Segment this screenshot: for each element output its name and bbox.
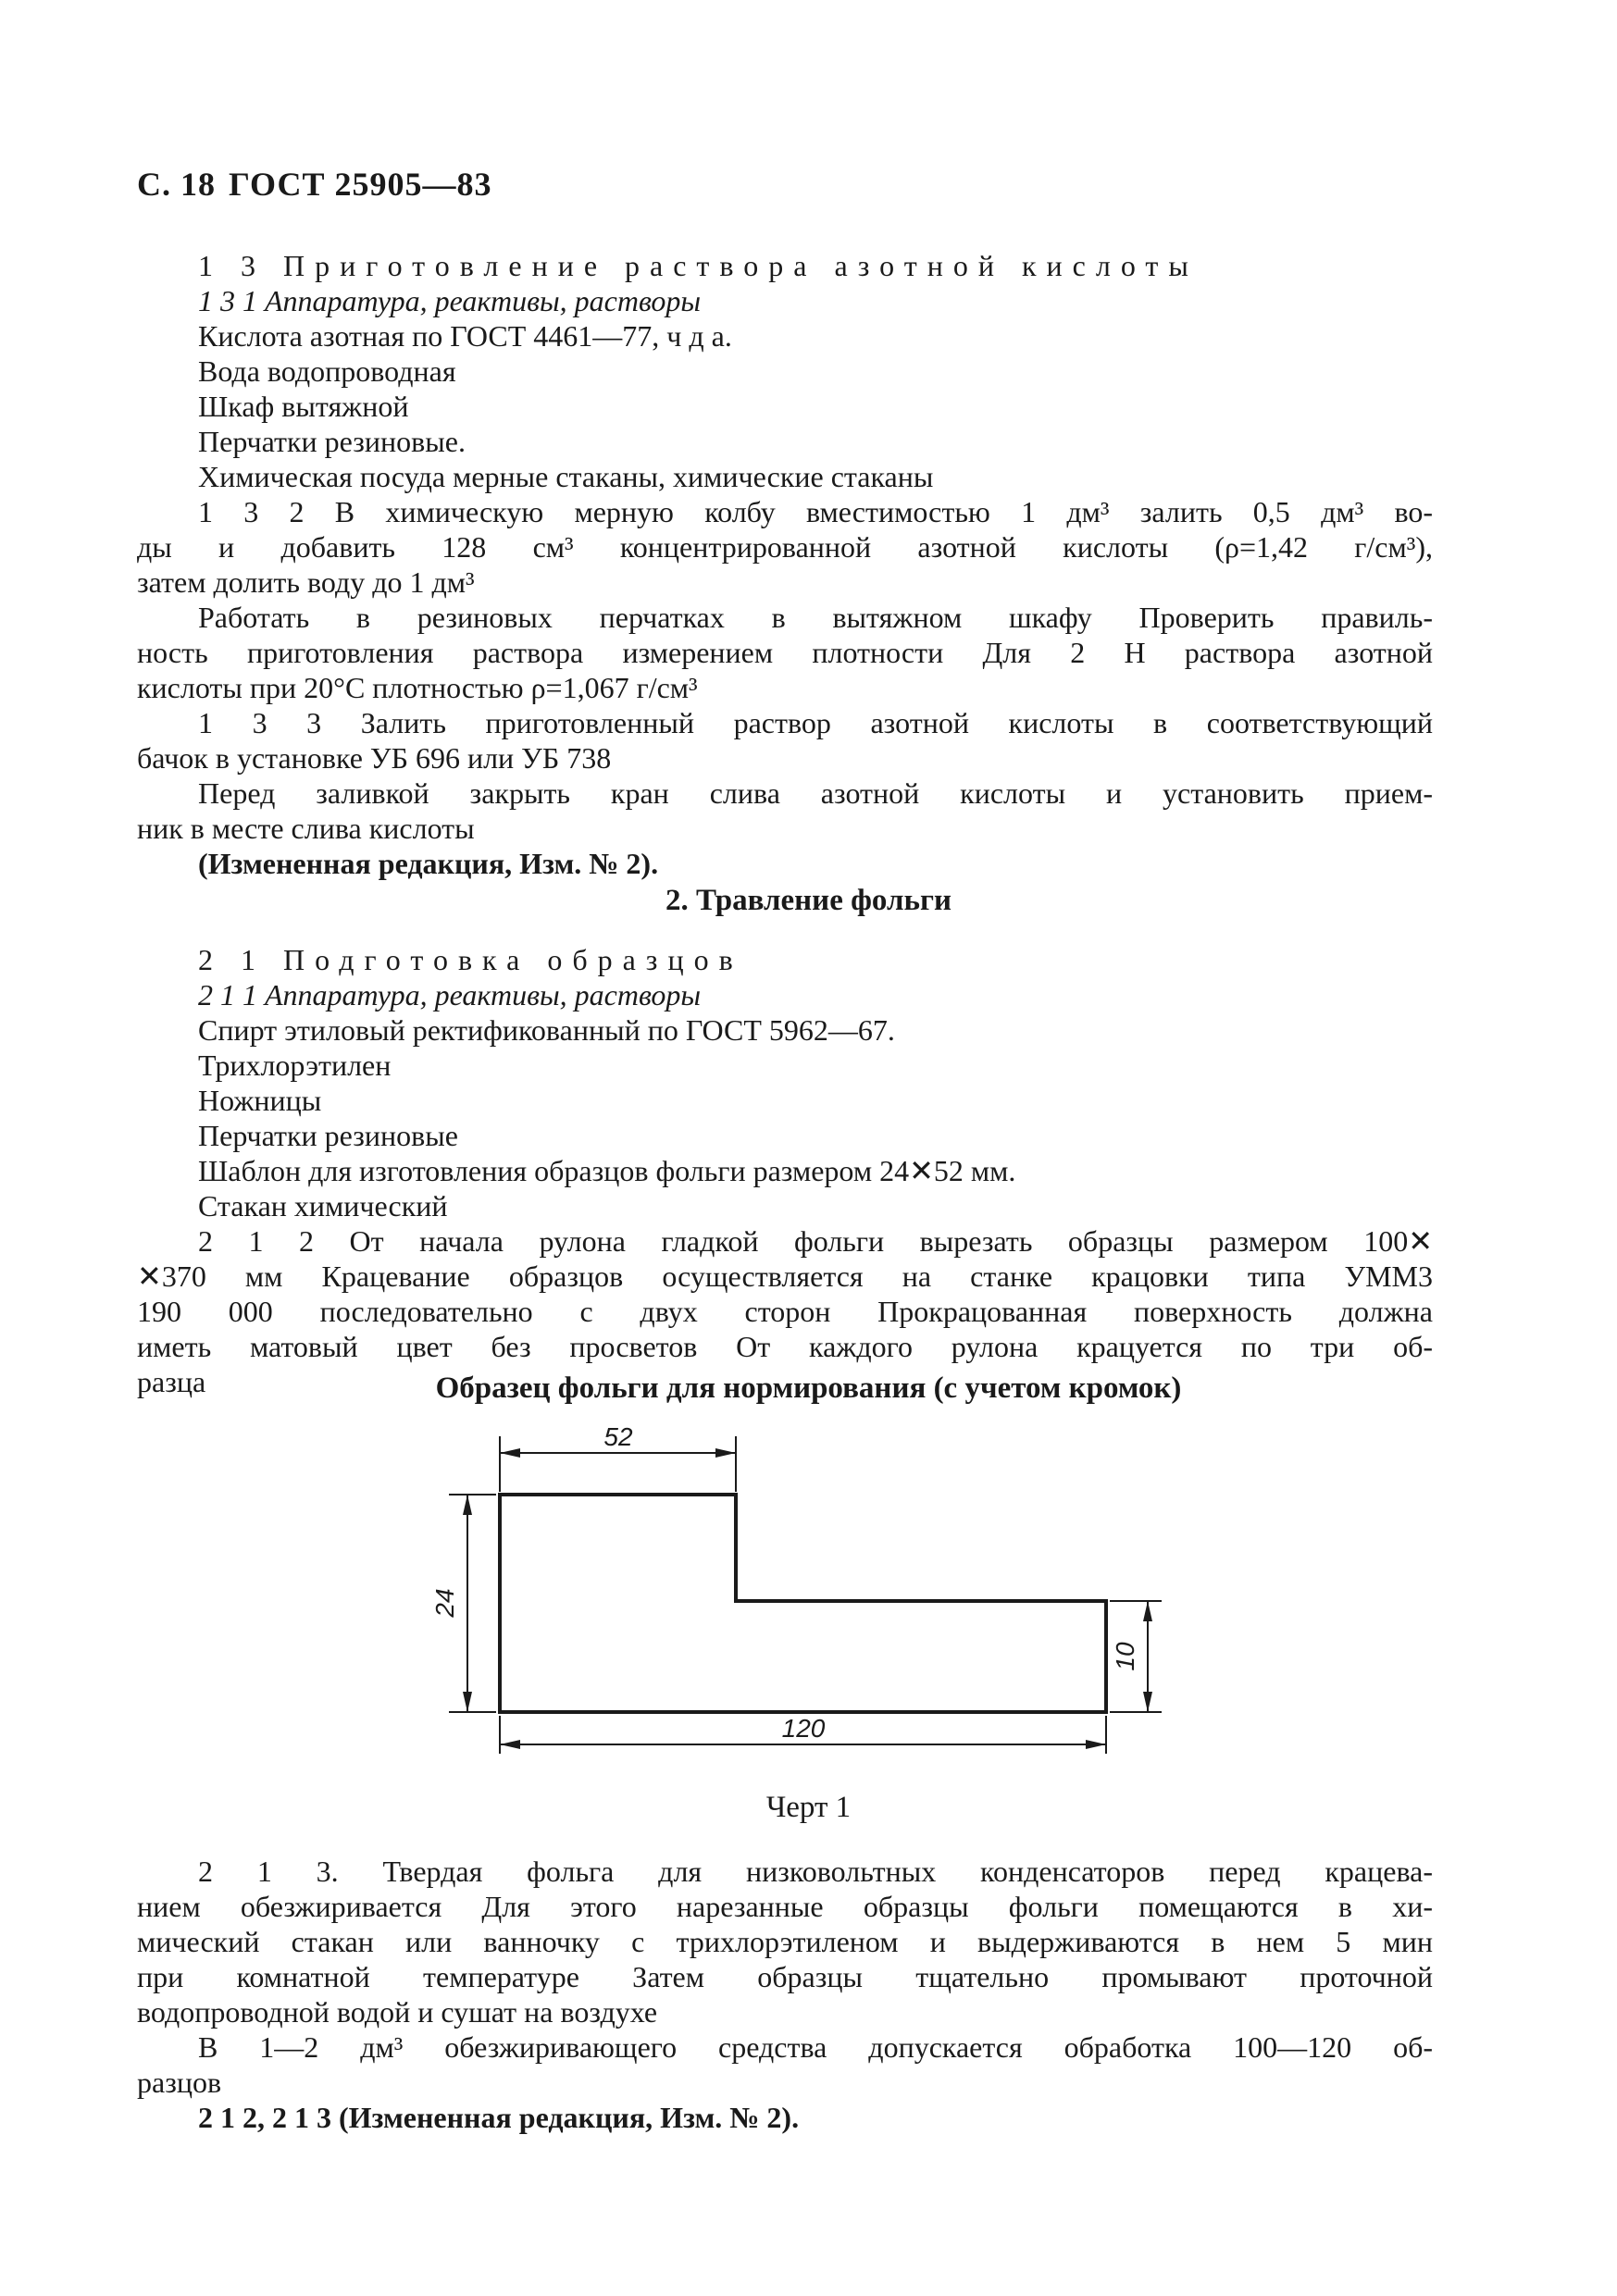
list-item: Перчатки резиновые: [198, 1119, 458, 1152]
list-item: Перчатки резиновые.: [198, 425, 466, 458]
amendment-note: (Измененная редакция, Изм. № 2).: [198, 847, 659, 880]
paragraph-line: при комнатной температуре Затем образцы тщательно промывают проточной: [137, 1960, 1433, 1993]
dim-label-left: 24: [430, 1588, 459, 1618]
paragraph-line: разца: [137, 1365, 206, 1398]
paragraph-line: 1 3 3 Залить приготовленный раствор азотной кислоты в соответствующий: [198, 706, 1433, 739]
arrow-head: [463, 1692, 472, 1712]
subsection-heading: 1 3 Приготовление раствора азотной кислоты: [198, 249, 1199, 282]
figure-caption: Черт 1: [765, 1791, 852, 1824]
paragraph-line: ник в месте слива кислоты: [137, 812, 475, 845]
paragraph-line: ды и добавить 128 см³ концентрированной азотной кислоты (ρ=1,42 г/см³),: [137, 530, 1433, 564]
paragraph-line: разцов: [137, 2066, 222, 2099]
subsection-heading-apparatus: 1 3 1 Аппаратура, реактивы, растворы: [198, 284, 702, 317]
section-title: 2. Травление фольги: [665, 884, 952, 917]
list-item: Вода водопроводная: [198, 354, 456, 388]
paragraph-line: бачок в установке УБ 696 или УБ 738: [137, 741, 612, 775]
paragraph-line: Перед заливкой закрыть кран слива азотной кислоты и установить прием-: [198, 776, 1433, 810]
paragraph-line: 190 000 последовательно с двух сторон Прокрацованная поверхность должна: [137, 1295, 1433, 1328]
page-header: [137, 165, 491, 204]
paragraph-line: иметь матовый цвет без просветов От каждого рулона крацуется по три об-: [137, 1330, 1433, 1363]
list-item: Ножницы: [198, 1084, 322, 1117]
list-item: Шаблон для изготовления образцов фольги размером 24✕52 мм.: [198, 1154, 1016, 1187]
arrow-head: [500, 1448, 520, 1458]
page-number: С. 18: [137, 166, 216, 203]
standard-code: ГОСТ 25905—83: [229, 166, 492, 203]
paragraph-line: 2 1 3. Твердая фольга для низковольтных конденсаторов перед крацева-: [198, 1855, 1433, 1888]
paragraph-line: 1 3 2 В химическую мерную колбу вместимостью 1 дм³ залить 0,5 дм³ во-: [198, 495, 1433, 528]
sample-outline: [500, 1495, 1106, 1712]
amendment-note: 2 1 2, 2 1 3 (Измененная редакция, Изм. № 2).: [198, 2101, 800, 2134]
arrow-head: [1143, 1601, 1152, 1621]
paragraph-line: ность приготовления раствора измерением плотности Для 2 Н раствора азотной: [137, 636, 1433, 669]
arrow-head: [500, 1740, 520, 1749]
dim-label-right: 10: [1111, 1642, 1139, 1671]
subsection-heading-apparatus: 2 1 1 Аппаратура, реактивы, растворы: [198, 978, 702, 1011]
paragraph-line: нием обезжиривается Для этого нарезанные образцы фольги помещаются в хи-: [137, 1890, 1433, 1923]
arrow-head: [463, 1495, 472, 1515]
list-item: Кислота азотная по ГОСТ 4461—77, ч д а.: [198, 319, 732, 353]
dim-label-bottom: 120: [781, 1714, 826, 1743]
paragraph-line: кислоты при 20°C плотностью ρ=1,067 г/см³: [137, 671, 698, 704]
paragraph-line: В 1—2 дм³ обезжиривающего средства допускается обработка 100—120 об-: [198, 2030, 1433, 2064]
paragraph-line: 2 1 2 От начала рулона гладкой фольги вырезать образцы размером 100✕: [198, 1224, 1433, 1258]
sample-drawing: [407, 1425, 1240, 1777]
paragraph-line: ✕370 мм Крацевание образцов осуществляется на станке крацовки типа УММ3: [137, 1260, 1433, 1293]
arrow-head: [1086, 1740, 1106, 1749]
dim-label-top: 52: [603, 1425, 633, 1451]
list-item: Химическая посуда мерные стаканы, химические стаканы: [198, 460, 934, 493]
list-item: Трихлорэтилен: [198, 1049, 392, 1082]
arrow-head: [1143, 1692, 1152, 1712]
paragraph-line: водопроводной водой и сушат на воздухе: [137, 1995, 658, 2029]
paragraph-line: затем долить воду до 1 дм³: [137, 565, 475, 599]
list-item: Спирт этиловый ректификованный по ГОСТ 5962—67.: [198, 1013, 895, 1047]
section-1-3: [137, 248, 1433, 881]
list-item: Стакан химический: [198, 1189, 448, 1222]
paragraph-line: мический стакан или ванночку с трихлорэтиленом и выдерживаются в нем 5 мин: [137, 1925, 1433, 1958]
arrow-head: [715, 1448, 736, 1458]
section-2-1: [137, 942, 1433, 1399]
section-2-1-3: [137, 1854, 1433, 2135]
list-item: Шкаф вытяжной: [198, 390, 409, 423]
paragraph-line: Работать в резиновых перчатках в вытяжном шкафу Проверить правиль-: [198, 601, 1433, 634]
figure-title: Образец фольги для нормирования (с учетом кромок): [435, 1371, 1182, 1405]
subsection-heading: 2 1 Подготовка образцов: [198, 943, 743, 976]
